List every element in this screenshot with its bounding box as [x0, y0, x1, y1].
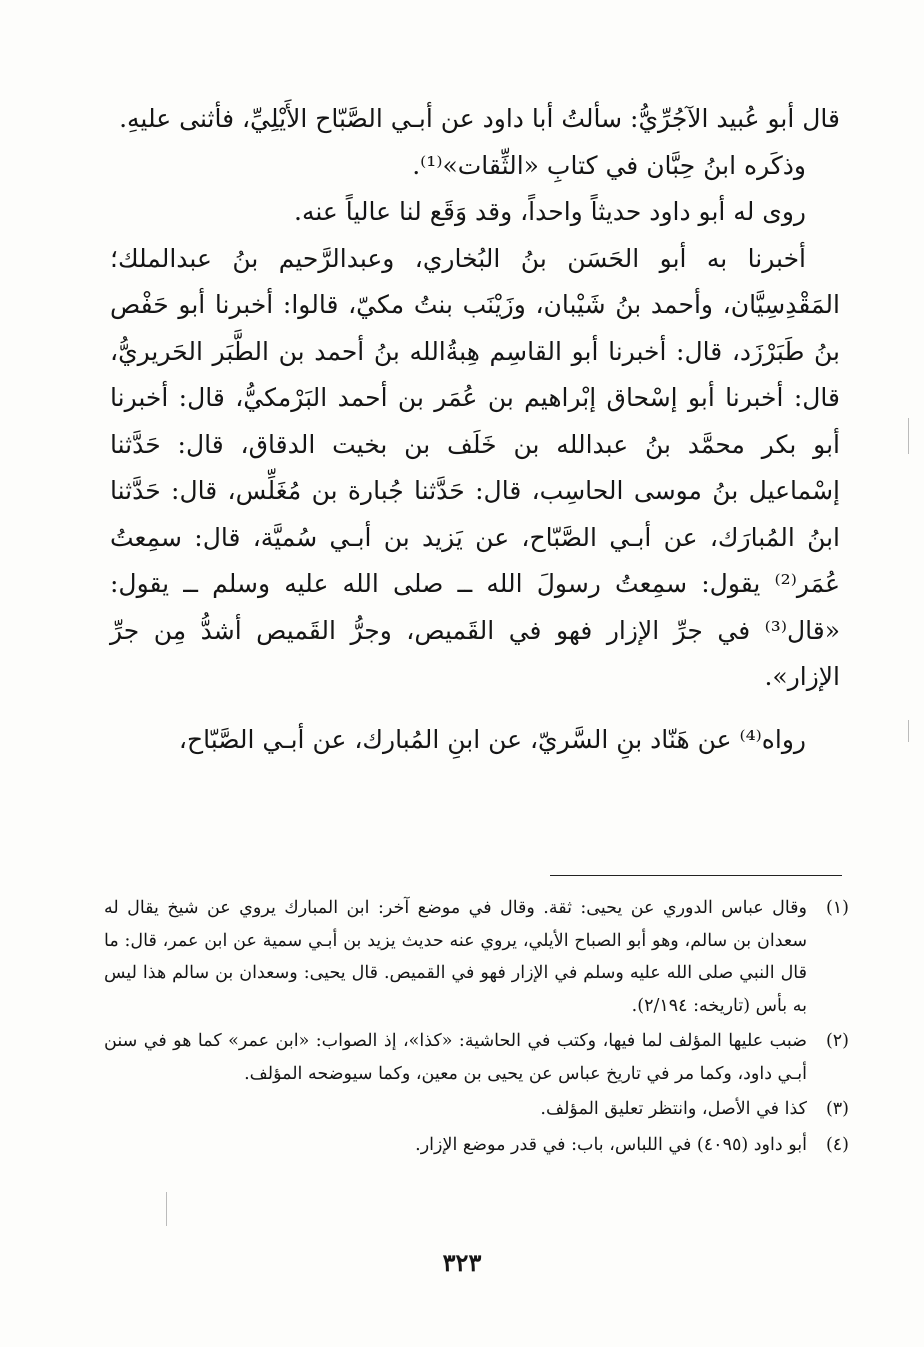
footnote-number: (٤) [825, 1134, 849, 1155]
footnote [104, 892, 849, 1022]
footnote-number: (١) [825, 898, 849, 918]
scan-edge-mark [908, 418, 909, 454]
paragraph-ibn-hibban: وذكَره ابنُ حِبَّان في كتابِ «الثِّقات»⁽¹⁾. [412, 150, 806, 180]
paragraph-ajurri: قال أبو عُبيد الآجُرِّيُّ: سألتُ أبا داود عن أبـي الصَّبّاح الأَيْلِيِّ، فأثنى عليهِ. [119, 104, 840, 133]
footnote-text: ضبب عليها المؤلف لما فيها، وكتب في الحاشية: «كذا»، إذ الصواب: «ابن عمر» كما هو في سنن أبـي داود، وكما مر في تاريخ عباس عن يحيى بن معين، وكما سيوضحه المؤلف. [104, 1031, 807, 1084]
page-number: ٣٢٣ [442, 1248, 482, 1277]
main-text-body [110, 96, 840, 763]
footnote-separator [550, 875, 842, 876]
footnote [104, 1129, 849, 1162]
footnotes [104, 892, 849, 1161]
footnote [104, 1025, 849, 1090]
scan-edge-mark [166, 1192, 167, 1226]
paragraph-isnad: أخبرنا به أبو الحَسَن بنُ البُخاري، وعبدالرَّحيم بنُ عبدالملك؛ المَقْدِسِيَّان، وأحمد بنُ شَيْبان، وزَيْنَب بنتُ مكيّ، قالوا: أخبرنا أبو حَفْص بنُ طَبَرْزَد، قال: أخبرنا أبو القاسِم هِبةُالله بنُ أحمد بن الطَّبَر الحَريريُّ، قال: أخبرنا أبو إسْحاق إبْراهيم بن عُمَر بن أحمد البَرْمكيُّ، قال: أخبرنا أبو بكر محمَّد بنُ عبدالله بن خَلَف بن بخيت الدقاق، قال: حَدَّثنا إسْماعيل بنُ موسى الحاسِب، قال: حَدَّثنا جُبارة بن مُغَلِّس، قال: حَدَّثنا ابنُ المُبارَك، عن أبـي الصَّبّاح، عن يَزيد بن أبـي سُميَّة، قال: سمِعتُ عُمَر⁽²⁾ يقول: سمِعتُ رسولَ الله ــ صلى الله عليه وسلم ــ يقول: «قال⁽³⁾ في جرِّ الإزار فهو في القَميص، وجرُّ القَميص أشدُّ مِن جرِّ الإزار». [110, 243, 840, 691]
footnote-number: (٢) [825, 1031, 849, 1051]
footnote-text: أبو داود (٤٠٩٥) في اللباس، باب: في قدر موضع الإزار. [415, 1134, 807, 1155]
paragraph-riwaya: روى له أبو داود حديثاً واحداً، وقد وَقَع لنا عالياً عنه. [294, 197, 806, 226]
footnote-text: وقال عباس الدوري عن يحيى: ثقة. وقال في موضع آخر: ابن المبارك يروي عن شيخ يقال له سعدان بن سالم، وهو أبو الصباح الأيلي، يروي عنه حديث يزيد بن أبـي سمية عن ابن عمر، قال: ما قال النبي صلى الله عليه وسلم في الإزار فهو في القميص. قال يحيى: وسعدان بن سالم هذا ليس به بأس (تاريخه: ٢/١٩٤). [104, 898, 807, 1016]
footnote-text: كذا في الأصل، وانتظر تعليق المؤلف. [540, 1099, 807, 1119]
footnote-number: (٣) [825, 1099, 849, 1119]
footnote [104, 1093, 849, 1126]
paragraph-rawahu: رواه⁽⁴⁾ عن هَنّاد بنِ السَّريّ، عن ابنِ المُبارك، عن أبـي الصَّبّاح، [178, 724, 806, 754]
scan-edge-mark [908, 720, 909, 742]
